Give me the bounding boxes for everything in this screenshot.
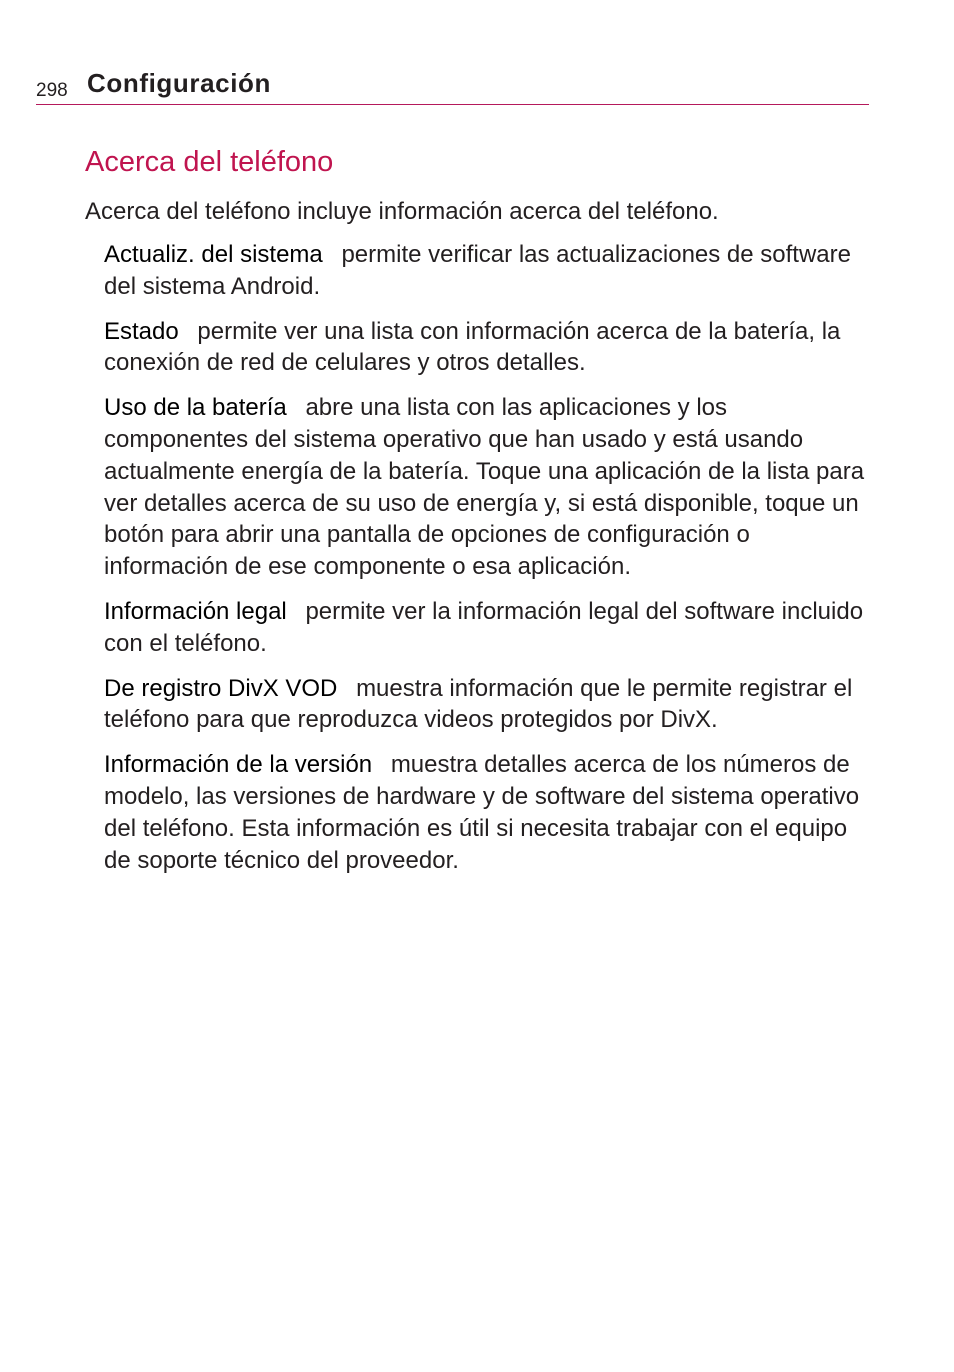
section-intro: Acerca del teléfono incluye información acerca del teléfono.	[85, 198, 719, 225]
item-legal-info	[104, 596, 874, 660]
item-description: permite ver una lista con información acerca de la batería, la conexión de red de celulares y otros detalles.	[104, 317, 841, 377]
item-term: Actualiz. del sistema	[104, 241, 323, 268]
item-description: abre una lista con las aplicaciones y los componentes del sistema operativo que han usado y está usando actualmente energía de la batería. Toque una aplicación de la lista para ver detalles acerca de su uso de energía y, si está disponible, toque un botón para abrir una pantalla de opciones de configuración o información de ese componente o esa aplicación.	[104, 394, 865, 581]
item-term: Uso de la batería	[104, 394, 287, 422]
page-header	[36, 66, 869, 105]
item-battery-use	[104, 392, 874, 583]
item-description: permite ver la información legal del software incluido con el teléfono.	[104, 597, 864, 657]
item-term: Información de la versión	[104, 751, 373, 779]
item-version-info	[104, 749, 874, 876]
settings-item-list	[104, 239, 874, 889]
page-number: 298	[36, 80, 68, 101]
section-title: Acerca del teléfono	[85, 146, 334, 178]
item-divx-registration	[104, 673, 874, 737]
item-system-update	[104, 239, 874, 303]
item-term: Estado	[104, 317, 179, 345]
item-status	[104, 316, 874, 380]
item-term: Información legal	[104, 597, 287, 625]
item-description: permite verificar las actualizaciones de software del sistema Android.	[104, 241, 851, 300]
item-term: De registro DivX VOD	[104, 674, 338, 702]
item-description: muestra detalles acerca de los números de modelo, las versiones de hardware y de software del sistema operativo del teléfono. Esta información es útil si necesita trabajar con el equipo de soporte técnico del proveedor.	[104, 751, 860, 874]
item-description: muestra información que le permite registrar el teléfono para que reproduzca videos protegidos por DivX.	[104, 674, 853, 734]
chapter-title: Configuración	[87, 68, 272, 98]
